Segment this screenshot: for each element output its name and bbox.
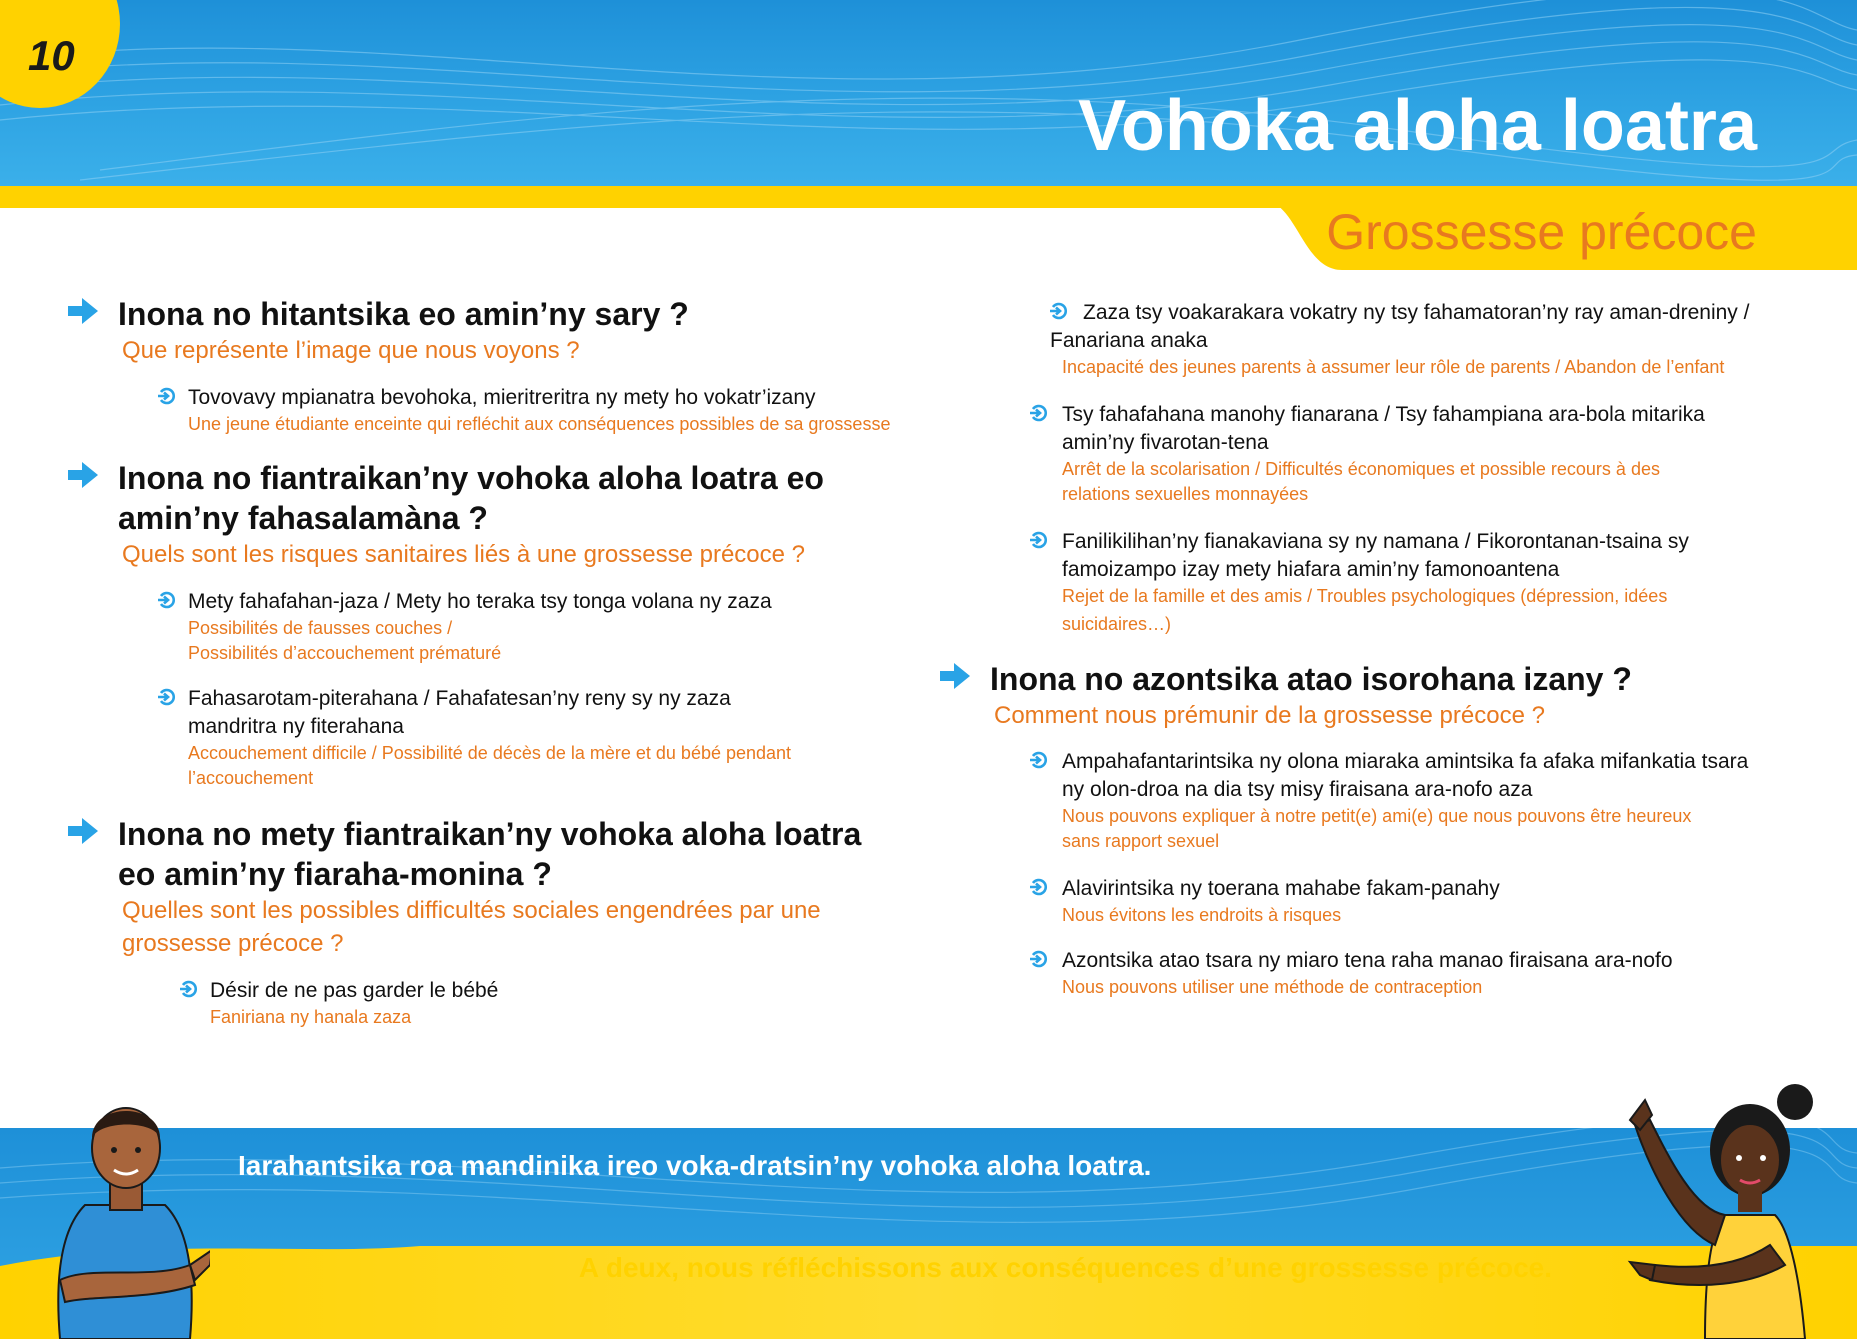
item-text-line: Tsy fahafahana manohy fianarana / Tsy fahampiana ara-bola mitarika: [1062, 403, 1705, 426]
circled-arrow-bullet-icon: [1030, 531, 1048, 549]
item-text: Azontsika atao tsara ny miaro tena raha manao firaisana ara-nofo: [1062, 949, 1673, 972]
item-fr: Une jeune étudiante enceinte qui refléchit aux conséquences possibles de sa grossesse: [188, 414, 891, 434]
item-fr-line: relations sexuelles monnayées: [1062, 484, 1309, 504]
item-fr: Incapacité des jeunes parents à assumer leur rôle de parents / Abandon de l’enfant: [1062, 357, 1725, 377]
arrow-right-icon: [68, 460, 100, 490]
question-fr-line: grossesse précoce ?: [122, 930, 344, 957]
circled-arrow-bullet-icon: [180, 980, 198, 998]
question-mg-line: Inona no fiantraikan’ny vohoka aloha loatra eo: [118, 460, 824, 496]
arrow-right-icon: [68, 296, 100, 326]
item-text-line: Fahasarotam-piterahana / Fahafatesan’ny reny sy ny zaza: [188, 687, 731, 710]
footer-text-fr: A deux, nous réfléchissons aux conséquences d’une grossesse précoce.: [578, 1252, 1552, 1283]
arrow-right-icon: [940, 661, 972, 691]
item-fr-line: sans rapport sexuel: [1062, 831, 1220, 851]
item-fr-line: Arrêt de la scolarisation / Difficultés économiques et possible recours à des: [1062, 459, 1660, 479]
question-fr-line: Quelles sont les possibles difficultés sociales engendrées par une: [122, 897, 821, 924]
question-fr: Que représente l’image que nous voyons ?: [122, 337, 580, 364]
item-fr-line: l’accouchement: [188, 768, 314, 788]
item-fr: Faniriana ny hanala zaza: [210, 1007, 412, 1027]
item-text-line: famoizampo izay mety hiafara amin’ny famonoantena: [1062, 558, 1560, 581]
arrow-right-icon: [68, 816, 100, 846]
item-text-line: mandritra ny fiterahana: [188, 715, 404, 738]
item-text-line: Fanilikilihan’ny fianakaviana sy ny namana / Fikorontanan-tsaina sy: [1062, 530, 1689, 553]
circled-arrow-bullet-icon: [158, 387, 176, 405]
item-text: Tovovavy mpianatra bevohoka, mieritreritra ny mety ho vokatr’izany: [188, 386, 816, 409]
item-text-line: Zaza tsy voakarakara vokatry ny tsy fahamatoran’ny ray aman-dreniny /: [1083, 301, 1750, 324]
item-text: Mety fahafahan-jaza / Mety ho teraka tsy tonga volana ny zaza: [188, 590, 772, 613]
item-fr-line: suicidaires…): [1062, 614, 1172, 634]
item-fr-line: Possibilités d’accouchement prématuré: [188, 643, 502, 663]
item-fr-line: Rejet de la famille et des amis / Troubles psychologiques (dépression, idées: [1062, 586, 1668, 606]
header-banner: [0, 0, 1857, 188]
page-subtitle: Grossesse précoce: [1326, 204, 1757, 260]
question-mg: Inona no azontsika atao isorohana izany ?: [990, 661, 1632, 697]
item-fr-line: Possibilités de fausses couches /: [188, 618, 453, 638]
circled-arrow-bullet-icon: [1030, 751, 1048, 769]
item-text-line: ny olon-droa na dia tsy misy firaisana ara-nofo aza: [1062, 778, 1533, 801]
item-text: Alavirintsika ny toerana mahabe fakam-panahy: [1062, 877, 1500, 900]
footer-text-mg: Iarahantsika roa mandinika ireo voka-dratsin’ny vohoka aloha loatra.: [238, 1150, 1152, 1181]
illustration-young-woman: [1600, 1080, 1820, 1339]
circled-arrow-bullet-icon: [1030, 878, 1048, 896]
item-text-line: amin’ny fivarotan-tena: [1062, 431, 1269, 454]
page-number: 10: [28, 32, 75, 79]
circled-arrow-bullet-icon: [158, 591, 176, 609]
question-mg-line: Inona no mety fiantraikan’ny vohoka aloha loatra: [118, 816, 862, 852]
question-fr: Quels sont les risques sanitaires liés à une grossesse précoce ?: [122, 541, 806, 568]
question-mg-line: eo amin’ny fiaraha-monina ?: [118, 856, 552, 892]
item-fr-line: Accouchement difficile / Possibilité de décès de la mère et du bébé pendant: [188, 743, 792, 763]
item-fr: Nous pouvons utiliser une méthode de contraception: [1062, 977, 1483, 997]
item-fr: Nous évitons les endroits à risques: [1062, 905, 1342, 925]
question-mg: Inona no hitantsika eo amin’ny sary ?: [118, 296, 689, 332]
circled-arrow-bullet-icon: [158, 688, 176, 706]
item-fr-line: Nous pouvons expliquer à notre petit(e) ami(e) que nous pouvons être heureux: [1062, 806, 1692, 826]
item-text: Désir de ne pas garder le bébé: [210, 979, 499, 1002]
page-title: Vohoka aloha loatra: [1078, 86, 1757, 166]
circled-arrow-bullet-icon: [1030, 950, 1048, 968]
illustration-young-man: [40, 1080, 210, 1339]
item-text-line: Ampahafantarintsika ny olona miaraka amintsika fa afaka mifankatia tsara: [1062, 750, 1749, 773]
question-fr: Comment nous prémunir de la grossesse précoce ?: [994, 702, 1545, 729]
question-mg-line: amin’ny fahasalamàna ?: [118, 500, 488, 536]
item-text-line: Fanariana anaka: [1050, 329, 1208, 352]
circled-arrow-bullet-icon: [1030, 404, 1048, 422]
